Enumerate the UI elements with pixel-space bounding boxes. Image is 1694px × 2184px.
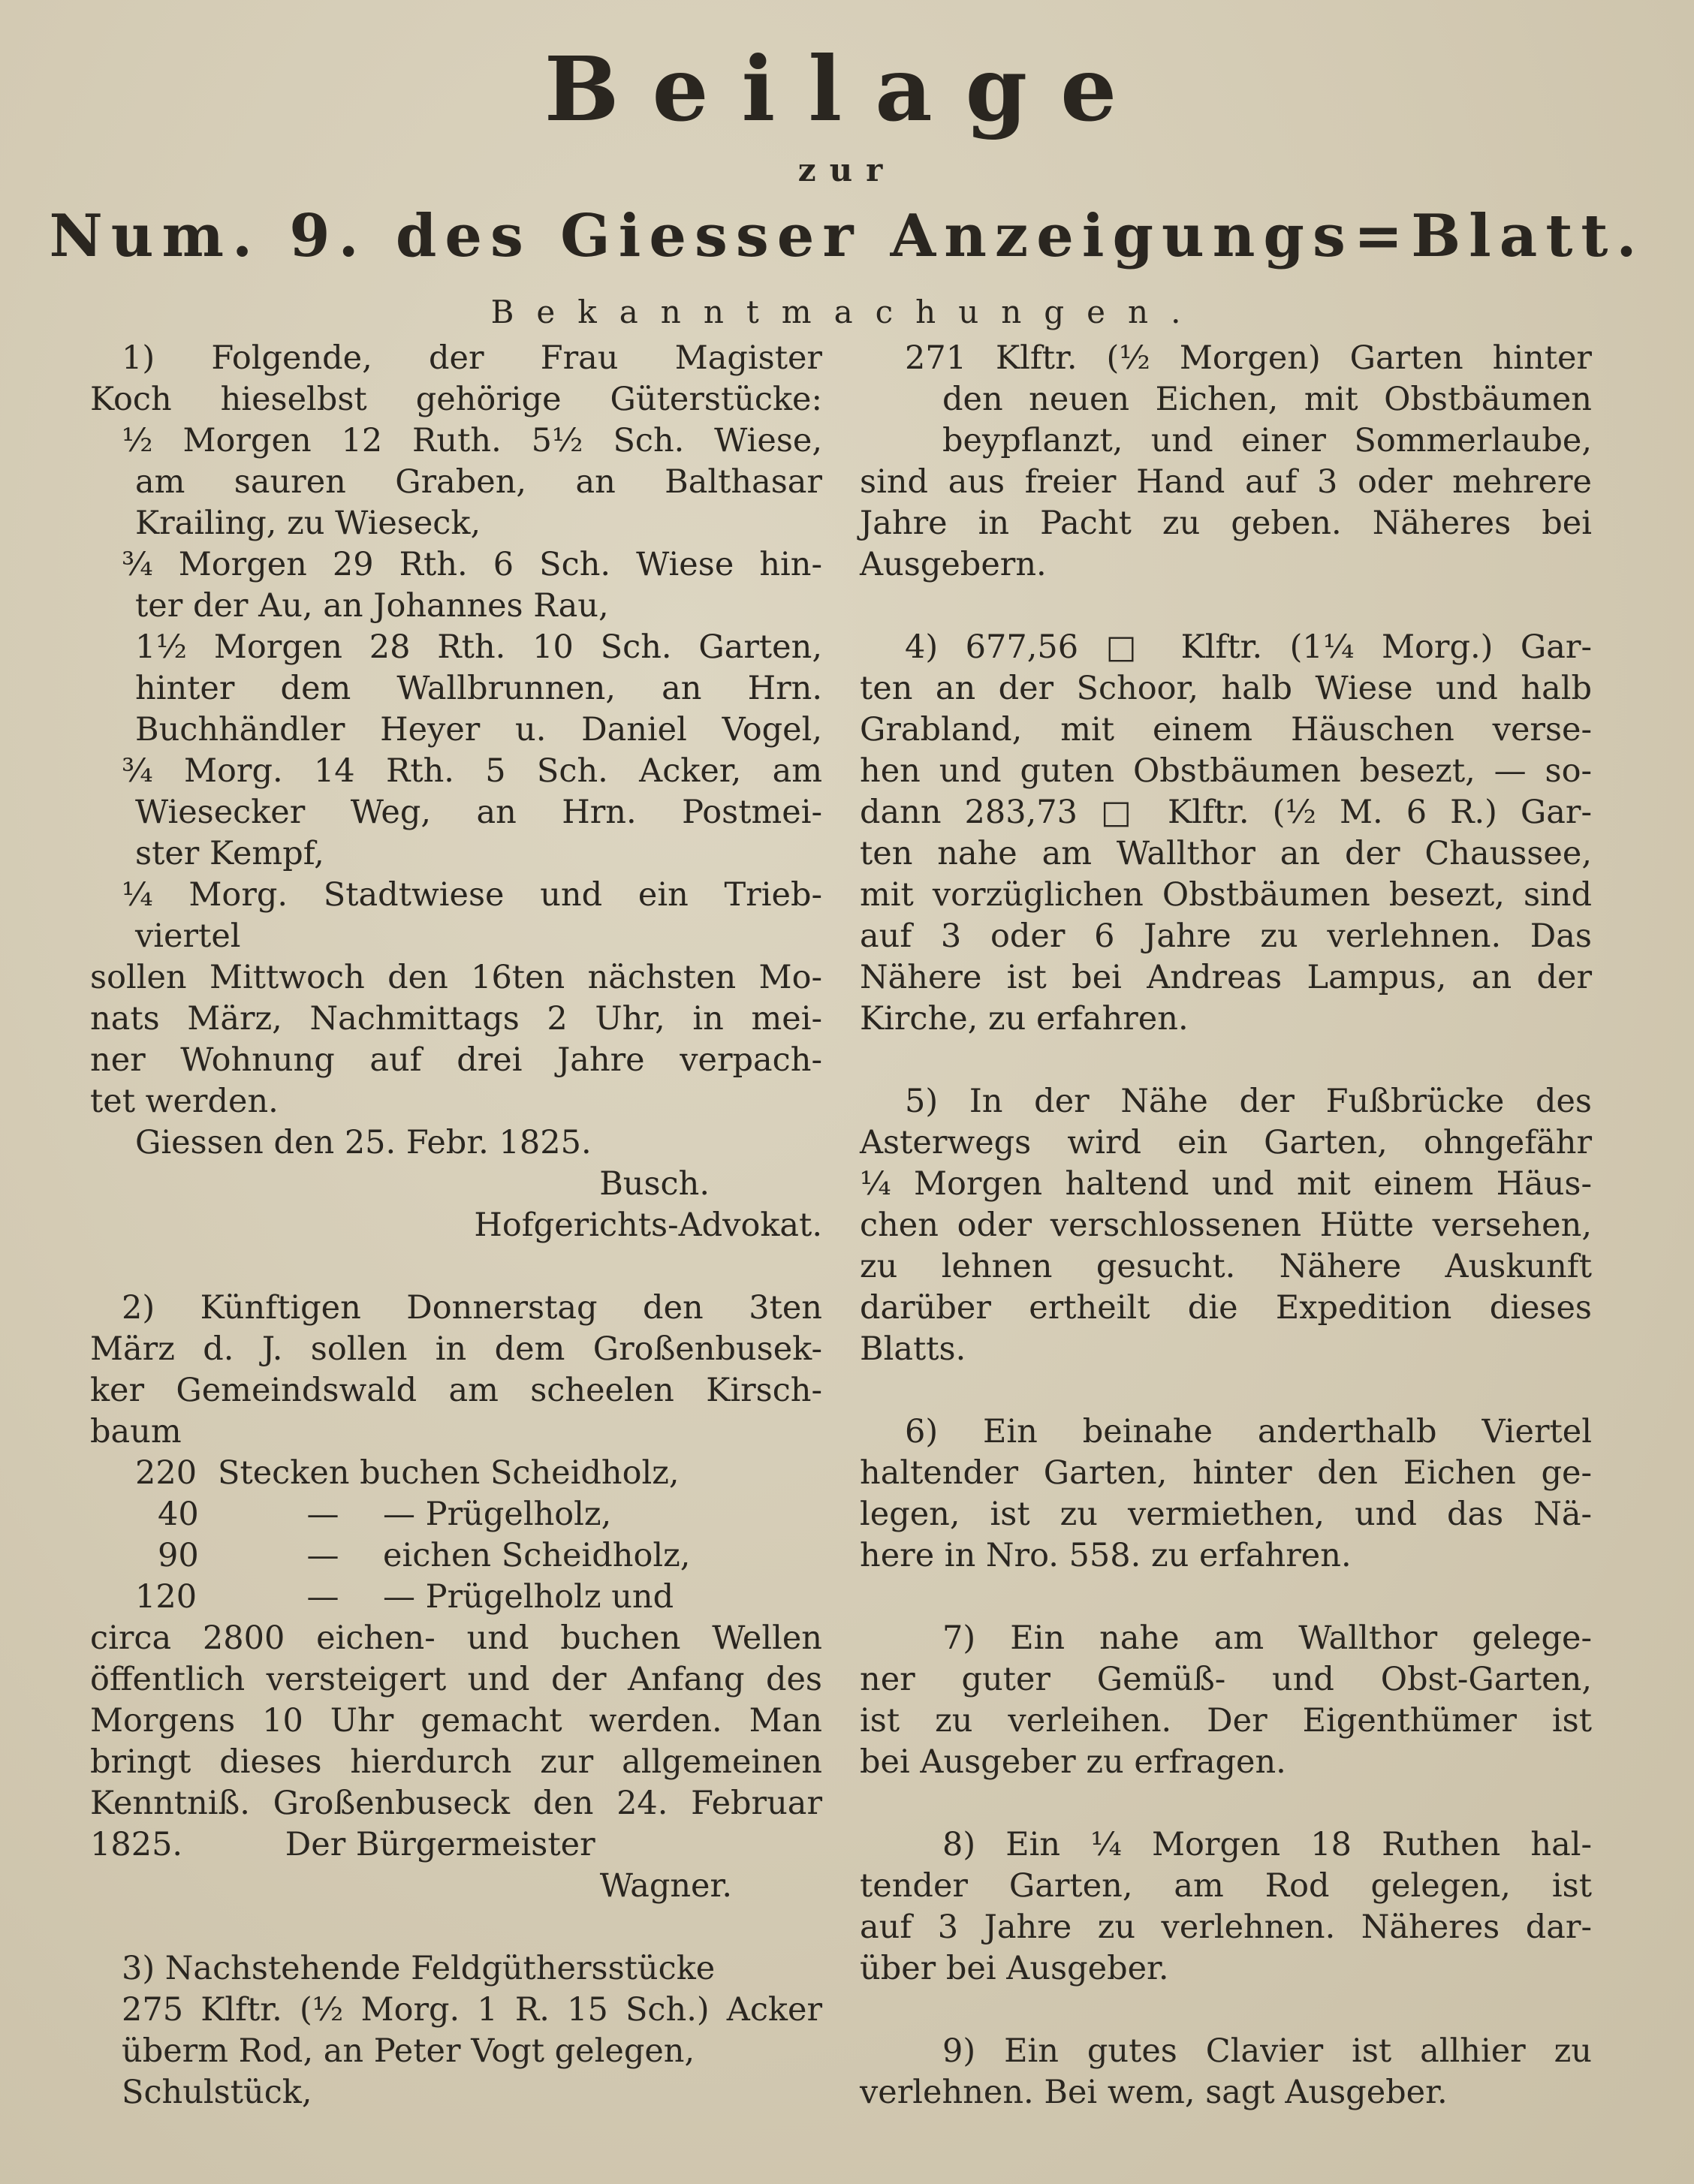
text-line: Wiesecker Weg, an Hrn. Postmei- xyxy=(135,794,822,831)
text-line: ster Kempf, xyxy=(135,835,324,872)
text-line: Nähere ist bei Andreas Lampus, an der xyxy=(860,959,1592,996)
notice-2 xyxy=(90,1288,822,1907)
text-line: den neuen Eichen, mit Obstbäumen xyxy=(942,381,1592,418)
text-line: öffentlich versteigert und der Anfang des xyxy=(90,1661,822,1698)
wood-table-row xyxy=(90,1577,822,1618)
text-line: circa 2800 eichen- und buchen Wellen xyxy=(90,1619,822,1657)
text-line: März d. J. sollen in dem Großenbusek- xyxy=(90,1330,822,1368)
quantity: 40 xyxy=(158,1496,199,1533)
notice-5 xyxy=(860,1081,1592,1370)
text-line: zu lehnen gesucht. Nähere Auskunft xyxy=(860,1248,1592,1285)
notice-3 xyxy=(90,1948,822,2113)
notice-9 xyxy=(860,2031,1592,2113)
text-line: Blatts. xyxy=(860,1330,966,1368)
spacer xyxy=(860,1783,1592,1824)
text-line: ¼ Morgen haltend und mit einem Häus- xyxy=(860,1165,1592,1203)
text-line: am sauren Graben, an Balthasar xyxy=(135,463,822,501)
ditto-mark: — xyxy=(306,1537,339,1574)
text-line: 3) Nachstehende Feldgüthersstücke xyxy=(122,1950,716,1987)
text-line: ½ Morgen 12 Ruth. 5½ Sch. Wiese, xyxy=(122,422,822,459)
notice-1 xyxy=(90,338,822,1246)
text-line: ¾ Morgen 29 Rth. 6 Sch. Wiese hin- xyxy=(122,546,822,583)
text-line: hinter dem Wallbrunnen, an Hrn. xyxy=(135,670,822,707)
ditto-mark: — xyxy=(306,1496,339,1533)
text-line: ¼ Morg. Stadtwiese und ein Trieb- xyxy=(122,876,822,914)
wood-description: — Prügelholz, xyxy=(383,1496,612,1533)
text-line: 271 Klftr. (½ Morgen) Garten hinter xyxy=(905,339,1592,377)
text-line: 5) In der Nähe der Fußbrücke des xyxy=(905,1083,1592,1120)
text-line: 6) Ein beinahe anderthalb Viertel xyxy=(905,1413,1592,1450)
spacer xyxy=(860,1577,1592,1618)
text-line: auf 3 Jahre zu verlehnen. Näheres dar- xyxy=(860,1908,1592,1946)
text-line: ten nahe am Wallthor an der Chaussee, xyxy=(860,835,1592,872)
notice-6 xyxy=(860,1411,1592,1577)
wood-table-row xyxy=(90,1535,822,1577)
text-line: 9) Ein gutes Clavier ist allhier zu xyxy=(942,2032,1592,2070)
spacer xyxy=(860,1990,1592,2031)
text-line: 2) Künftigen Donnerstag den 3ten xyxy=(122,1289,822,1327)
text-line: legen, ist zu vermiethen, und das Nä- xyxy=(860,1496,1592,1533)
spacer xyxy=(860,1370,1592,1411)
text-line: viertel xyxy=(135,917,241,955)
text-line: ker Gemeindswald am scheelen Kirsch- xyxy=(90,1372,822,1409)
spacer xyxy=(90,1246,822,1288)
notice-4 xyxy=(860,627,1592,1040)
text-line: 1825. Der Bürgermeister xyxy=(90,1826,595,1863)
signature-name: Wagner. xyxy=(599,1867,732,1905)
text-line: tet werden. xyxy=(90,1083,279,1120)
text-line: Kirche, zu erfahren. xyxy=(860,1000,1189,1038)
signature-title: Hofgerichts-Advokat. xyxy=(474,1206,822,1244)
text-line: 1½ Morgen 28 Rth. 10 Sch. Garten, xyxy=(135,628,822,666)
text-line: sind aus freier Hand auf 3 oder mehrere xyxy=(860,463,1592,501)
ditto-mark: — xyxy=(306,1578,339,1616)
title-connector: zur xyxy=(797,152,897,188)
text-line: mit vorzüglichen Obstbäumen besezt, sind xyxy=(860,876,1592,914)
page-subtitle: Num. 9. des Giesser Anzeigungs=Blatt. xyxy=(49,202,1645,270)
spacer xyxy=(860,1040,1592,1081)
wood-description: Stecken buchen Scheidholz, xyxy=(218,1454,680,1492)
text-line: chen oder verschlossenen Hütte versehen, xyxy=(860,1206,1592,1244)
text-line: Buchhändler Heyer u. Daniel Vogel, xyxy=(135,711,822,749)
text-line: Morgens 10 Uhr gemacht werden. Man xyxy=(90,1702,822,1740)
text-line: haltender Garten, hinter den Eichen ge- xyxy=(860,1454,1592,1492)
notice-8 xyxy=(860,1824,1592,1990)
text-line: ter der Au, an Johannes Rau, xyxy=(135,587,609,625)
text-line: nats März, Nachmittags 2 Uhr, in mei- xyxy=(90,1000,822,1038)
text-line: Asterwegs wird ein Garten, ohngefähr xyxy=(860,1124,1592,1161)
text-line: 4) 677,56 □ Klftr. (1¼ Morg.) Gar- xyxy=(905,628,1592,666)
text-line: ist zu verleihen. Der Eigenthümer ist xyxy=(860,1702,1592,1740)
notice-7 xyxy=(860,1618,1592,1783)
text-line: here in Nro. 558. zu erfahren. xyxy=(860,1537,1352,1574)
section-heading: Bekanntmachungen. xyxy=(490,294,1204,330)
left-column xyxy=(90,338,822,2113)
text-line: ner guter Gemüß- und Obst-Garten, xyxy=(860,1661,1592,1698)
text-line: dann 283,73 □ Klftr. (½ M. 6 R.) Gar- xyxy=(860,794,1592,831)
text-line: 275 Klftr. (½ Morg. 1 R. 15 Sch.) Acker xyxy=(122,1991,822,2029)
wood-description: eichen Scheidholz, xyxy=(383,1537,691,1574)
text-line: beypflanzt, und einer Sommerlaube, xyxy=(942,422,1592,459)
text-line: überm Rod, an Peter Vogt gelegen, xyxy=(122,2032,695,2070)
text-line: sollen Mittwoch den 16ten nächsten Mo- xyxy=(90,959,822,996)
wood-table-row xyxy=(90,1453,822,1494)
text-line: darüber ertheilt die Expedition dieses xyxy=(860,1289,1592,1327)
notice-3-continued xyxy=(860,338,1592,586)
text-line: bei Ausgeber zu erfragen. xyxy=(860,1743,1286,1781)
text-line: tender Garten, am Rod gelegen, ist xyxy=(860,1867,1592,1905)
page-title: Beilage xyxy=(544,37,1150,141)
right-column xyxy=(860,338,1592,2113)
text-line: verlehnen. Bei wem, sagt Ausgeber. xyxy=(860,2074,1448,2111)
text-line: bringt dieses hierdurch zur allgemeinen xyxy=(90,1743,822,1781)
spacer xyxy=(90,1907,822,1948)
text-line: auf 3 oder 6 Jahre zu verlehnen. Das xyxy=(860,917,1592,955)
wood-table-row xyxy=(90,1494,822,1535)
spacer xyxy=(860,586,1592,627)
text-line: Grabland, mit einem Häuschen verse- xyxy=(860,711,1592,749)
text-line: Kenntniß. Großenbuseck den 24. Februar xyxy=(90,1785,822,1822)
text-line: ¾ Morg. 14 Rth. 5 Sch. Acker, am xyxy=(122,752,822,790)
quantity: 120 xyxy=(135,1578,197,1616)
text-line: Ausgebern. xyxy=(860,546,1047,583)
text-line: baum xyxy=(90,1413,182,1450)
text-line: über bei Ausgeber. xyxy=(860,1950,1169,1987)
text-line: hen und guten Obstbäumen besezt, — so- xyxy=(860,752,1592,790)
text-line: Jahre in Pacht zu geben. Näheres bei xyxy=(860,505,1592,542)
wood-description: — Prügelholz und xyxy=(383,1578,674,1616)
text-line: 1) Folgende, der Frau Magister xyxy=(122,339,822,377)
signature-name: Busch. xyxy=(599,1165,710,1203)
text-line: ner Wohnung auf drei Jahre verpach- xyxy=(90,1041,822,1079)
quantity: 220 xyxy=(135,1454,197,1492)
text-line: Schulstück, xyxy=(122,2074,312,2111)
text-line: ten an der Schoor, halb Wiese und halb xyxy=(860,670,1592,707)
dateline: Giessen den 25. Febr. 1825. xyxy=(135,1124,592,1161)
text-line: Koch hieselbst gehörige Güterstücke: xyxy=(90,381,822,418)
quantity: 90 xyxy=(158,1537,199,1574)
text-line: 7) Ein nahe am Wallthor gelege- xyxy=(942,1619,1592,1657)
text-line: 8) Ein ¼ Morgen 18 Ruthen hal- xyxy=(942,1826,1592,1863)
text-line: Krailing, zu Wieseck, xyxy=(135,505,481,542)
